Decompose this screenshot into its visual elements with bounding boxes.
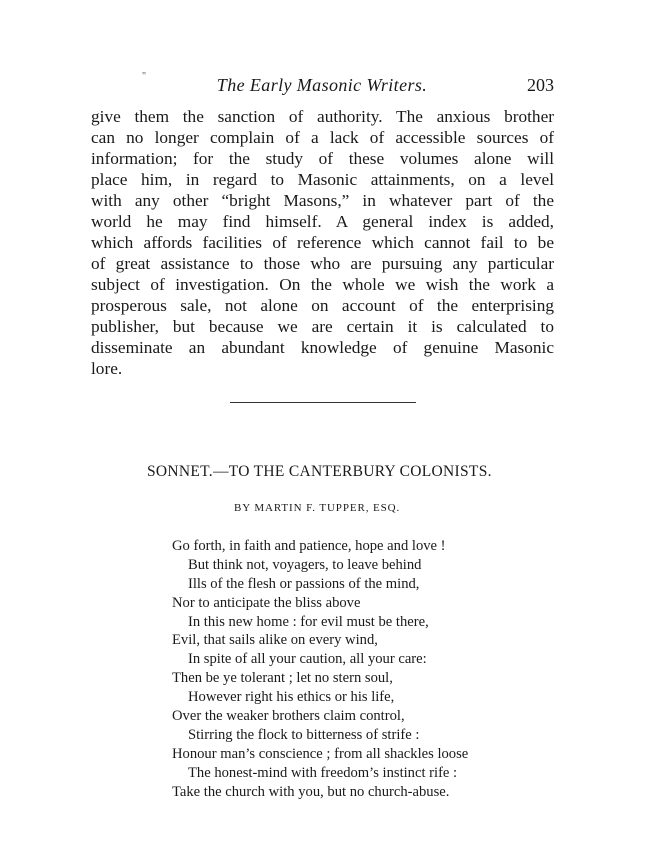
sonnet <box>172 537 552 801</box>
poem-title: SONNET.—TO THE CANTERBURY COLONISTS. <box>147 463 492 480</box>
poem-author: BY MARTIN F. TUPPER, ESQ. <box>234 502 401 514</box>
paragraph-line: information; for the study of these volumes alone will <box>91 149 554 168</box>
running-head <box>90 71 554 96</box>
paragraph-line: lore. <box>91 359 123 378</box>
poem-line: Nor to anticipate the bliss above <box>172 594 361 611</box>
section-divider <box>230 402 416 403</box>
paragraph-line: place him, in regard to Masonic attainments, on a level <box>91 170 554 189</box>
poem-line: Then be ye tolerant ; let no stern soul, <box>172 670 393 687</box>
poem-line: Over the weaker brothers claim control, <box>172 708 405 725</box>
page-number: 203 <box>527 75 554 95</box>
poem-line: In spite of all your caution, all your care: <box>188 651 427 668</box>
paragraph-line: disseminate an abundant knowledge of genuine Masonic <box>91 338 554 357</box>
poem-line: The honest-mind with freedom’s instinct rife : <box>188 764 458 781</box>
poem-line: Ills of the flesh or passions of the mind, <box>188 575 420 592</box>
paragraph-line: can no longer complain of a lack of accessible sources of <box>91 128 554 147</box>
paragraph-line: prosperous sale, not alone on account of the enterprising <box>91 296 554 315</box>
paragraph-line: with any other “bright Masons,” in whatever part of the <box>91 191 554 210</box>
review-paragraph <box>91 106 554 379</box>
poem-line: Take the church with you, but no church-abuse. <box>172 783 450 800</box>
poem-line: In this new home : for evil must be there, <box>188 613 429 630</box>
poem-line: Stirring the flock to bitterness of strife : <box>188 726 420 743</box>
print-mark: " <box>142 71 147 82</box>
poem-line: Honour man’s conscience ; from all shackles loose <box>172 745 469 762</box>
running-title: The Early Masonic Writers. <box>216 75 428 95</box>
poem-line: Evil, that sails alike on every wind, <box>172 632 378 649</box>
poem-line: But think not, voyagers, to leave behind <box>188 556 422 573</box>
paragraph-line: subject of investigation. On the whole we wish the work a <box>91 275 554 294</box>
paragraph-line: publisher, but because we are certain it is calculated to <box>91 317 554 336</box>
paragraph-line: of great assistance to those who are pursuing any particular <box>91 254 554 273</box>
poem-line: However right his ethics or his life, <box>188 689 395 706</box>
paragraph-line: which affords facilities of reference which cannot fail to be <box>91 233 554 252</box>
paragraph-line: give them the sanction of authority. The anxious brother <box>91 107 554 126</box>
paragraph-line: world he may find himself. A general index is added, <box>91 212 554 231</box>
poem-line: Go forth, in faith and patience, hope and love ! <box>172 538 446 554</box>
